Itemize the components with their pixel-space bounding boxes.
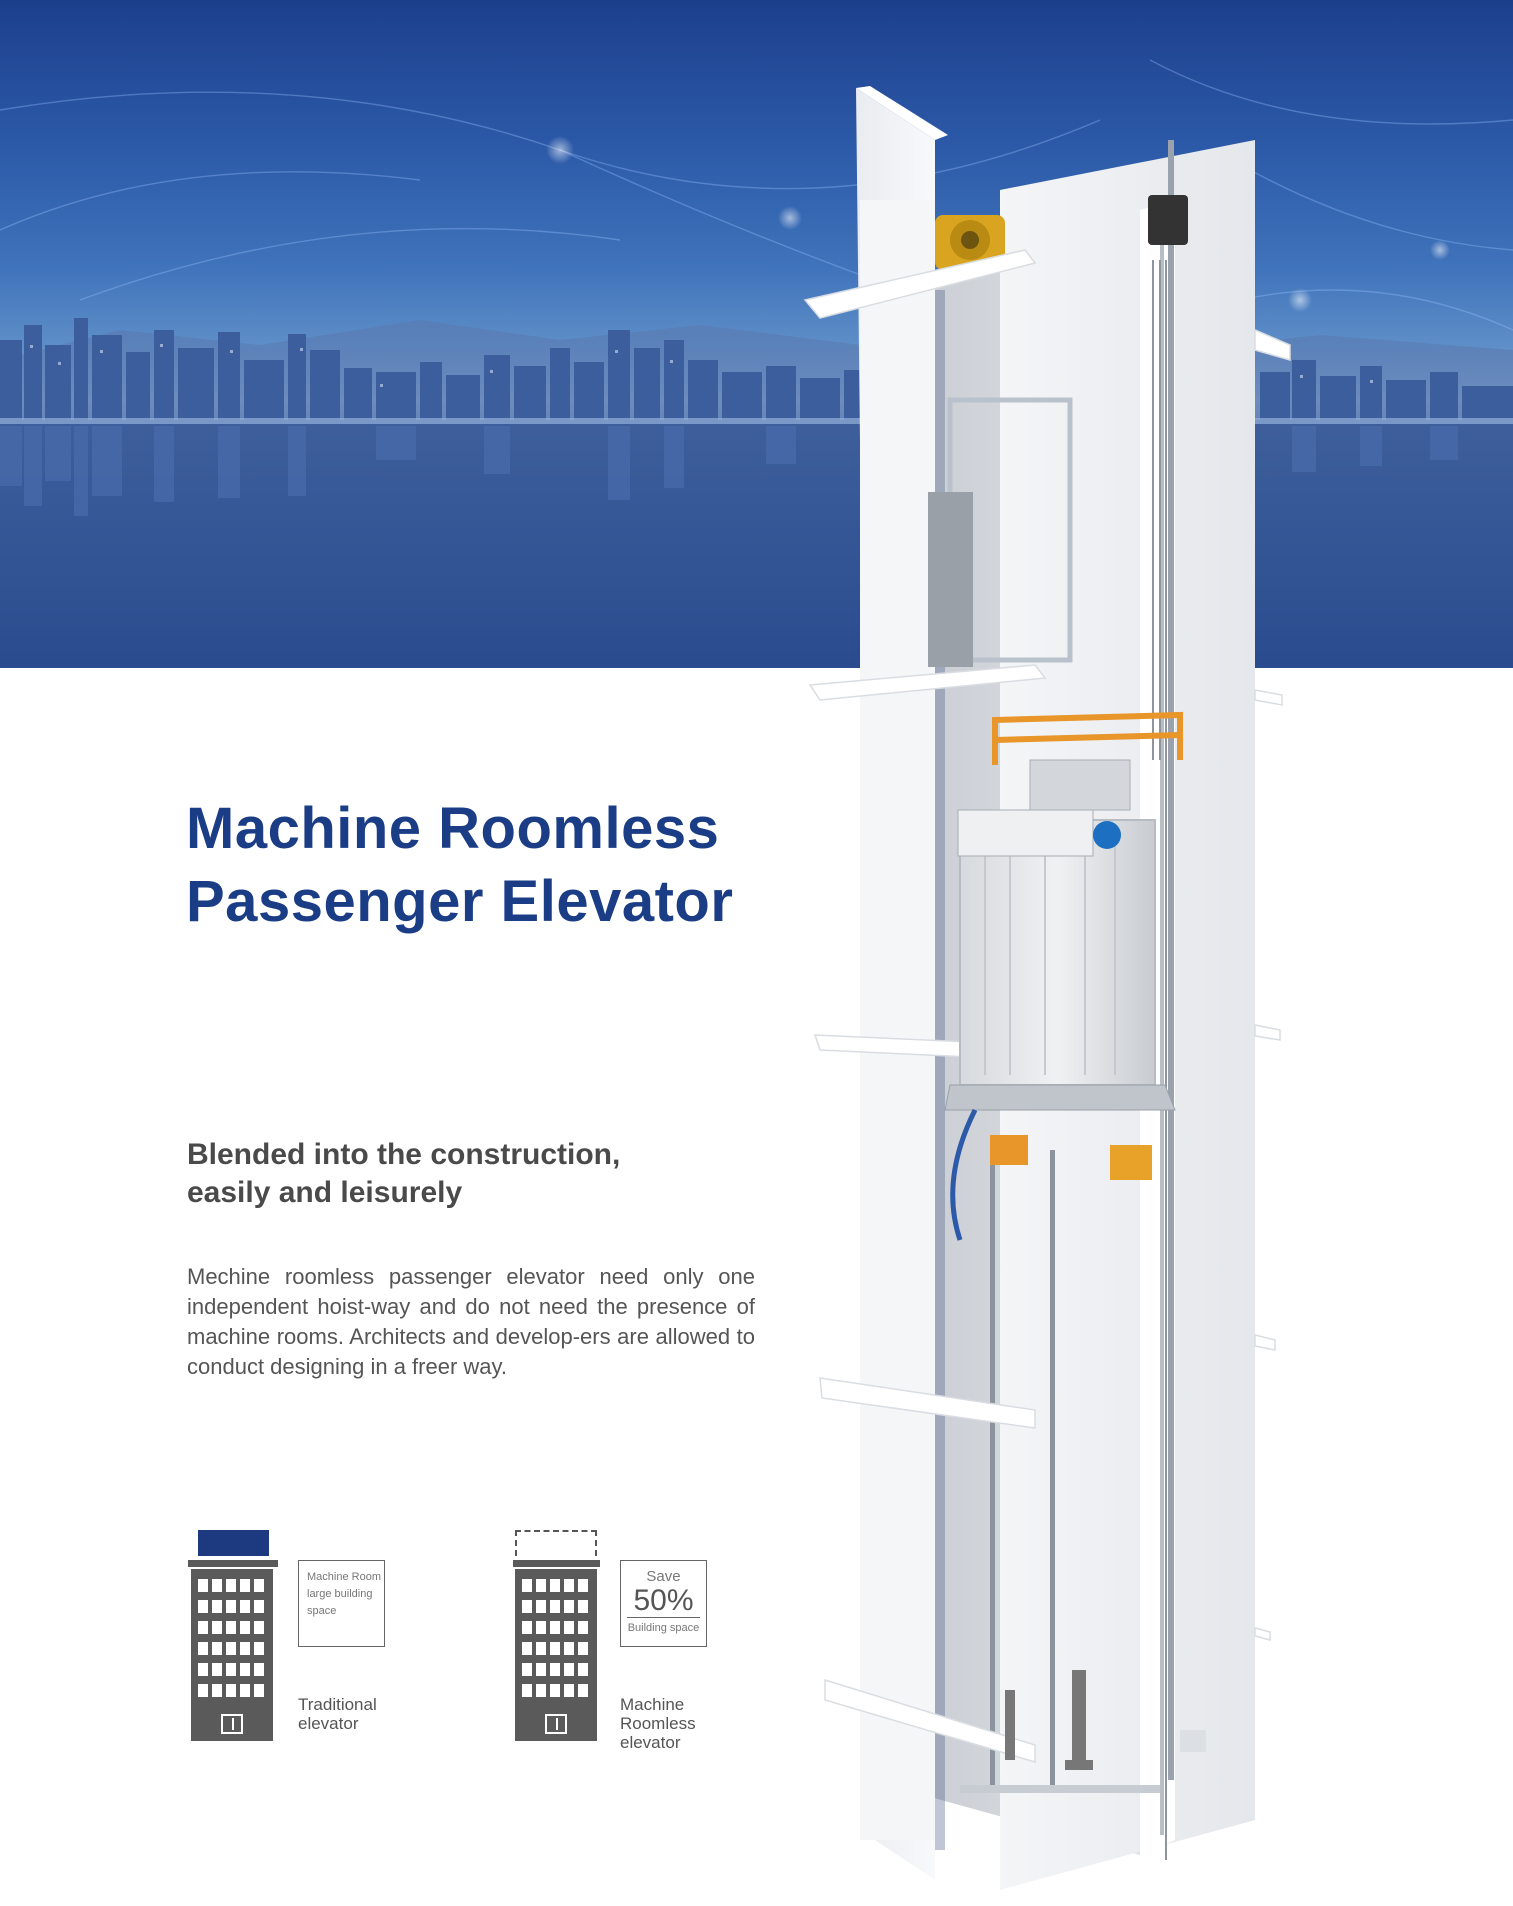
building-window (522, 1600, 532, 1613)
building-window (536, 1684, 546, 1697)
page-title (186, 792, 733, 938)
building-window (536, 1579, 546, 1592)
building-window (198, 1642, 208, 1655)
building-window (240, 1663, 250, 1676)
building-icon (515, 1569, 597, 1741)
building-window (578, 1684, 588, 1697)
building-window (522, 1621, 532, 1634)
building-icon (191, 1569, 273, 1741)
building-window (240, 1684, 250, 1697)
box-line-2: large building (307, 1588, 373, 1600)
building-window (536, 1663, 546, 1676)
building-window (550, 1621, 560, 1634)
building-window (226, 1684, 236, 1697)
building-window (212, 1663, 222, 1676)
building-window (536, 1621, 546, 1634)
subtitle-line-1: Blended into the construction, (187, 1138, 621, 1171)
machine-room-info-box (298, 1560, 385, 1647)
building-window (536, 1642, 546, 1655)
building-window (198, 1600, 208, 1613)
save-info-box (620, 1560, 707, 1647)
building-window (226, 1642, 236, 1655)
building-window (254, 1600, 264, 1613)
save-value: 50% (627, 1585, 700, 1618)
building-window (212, 1684, 222, 1697)
save-caption: Building space (627, 1622, 700, 1634)
building-window (226, 1621, 236, 1634)
building-window (226, 1579, 236, 1592)
building-window (550, 1600, 560, 1613)
save-label: Save (646, 1568, 681, 1585)
building-window (522, 1663, 532, 1676)
building-window (564, 1684, 574, 1697)
building-window (240, 1579, 250, 1592)
roof-line (188, 1560, 278, 1567)
building-window (522, 1642, 532, 1655)
building-window (550, 1642, 560, 1655)
building-window (198, 1663, 208, 1676)
description-paragraph: Mechine roomless passenger elevator need only one independent hoist-way and do not need the presence of machine rooms. Architects and develop-ers are allowed to conduct designing in a freer way. (187, 1264, 755, 1379)
machine-room-block-icon (198, 1530, 269, 1556)
building-window (550, 1684, 560, 1697)
building-window (254, 1642, 264, 1655)
building-window (254, 1579, 264, 1592)
traditional-caption: Traditional elevator (298, 1695, 377, 1733)
building-window (212, 1579, 222, 1592)
building-window (578, 1642, 588, 1655)
building-window (522, 1684, 532, 1697)
building-window (578, 1621, 588, 1634)
building-window (198, 1621, 208, 1634)
building-window (536, 1600, 546, 1613)
building-window (578, 1663, 588, 1676)
mrl-caption-line-2: Roomless elevator (620, 1714, 696, 1752)
building-window (254, 1663, 264, 1676)
building-window (198, 1684, 208, 1697)
subtitle-line-2: easily and leisurely (187, 1176, 463, 1209)
box-line-1: Machine Room (307, 1571, 381, 1583)
building-window (212, 1642, 222, 1655)
building-window (226, 1663, 236, 1676)
building-window (212, 1621, 222, 1634)
subtitle (187, 1136, 620, 1212)
building-window (240, 1642, 250, 1655)
building-window (578, 1600, 588, 1613)
building-window (578, 1579, 588, 1592)
building-window (254, 1621, 264, 1634)
building-window (564, 1621, 574, 1634)
mrl-caption (620, 1695, 696, 1752)
building-window (564, 1579, 574, 1592)
box-line-3: space (307, 1605, 337, 1617)
building-window (522, 1579, 532, 1592)
title-line-2: Passenger Elevator (186, 869, 734, 934)
building-window (226, 1600, 236, 1613)
dashed-roof-icon (515, 1530, 597, 1556)
mrl-caption-line-1: Machine (620, 1695, 685, 1714)
building-window (550, 1663, 560, 1676)
building-window (564, 1663, 574, 1676)
building-window (240, 1600, 250, 1613)
building-window (198, 1579, 208, 1592)
pulley-icon (1093, 821, 1121, 849)
building-window (240, 1621, 250, 1634)
building-window (212, 1600, 222, 1613)
title-line-1: Machine Roomless (186, 796, 720, 861)
roof-line (513, 1560, 600, 1567)
building-window (564, 1642, 574, 1655)
building-window (564, 1600, 574, 1613)
building-window (550, 1579, 560, 1592)
building-window (254, 1684, 264, 1697)
